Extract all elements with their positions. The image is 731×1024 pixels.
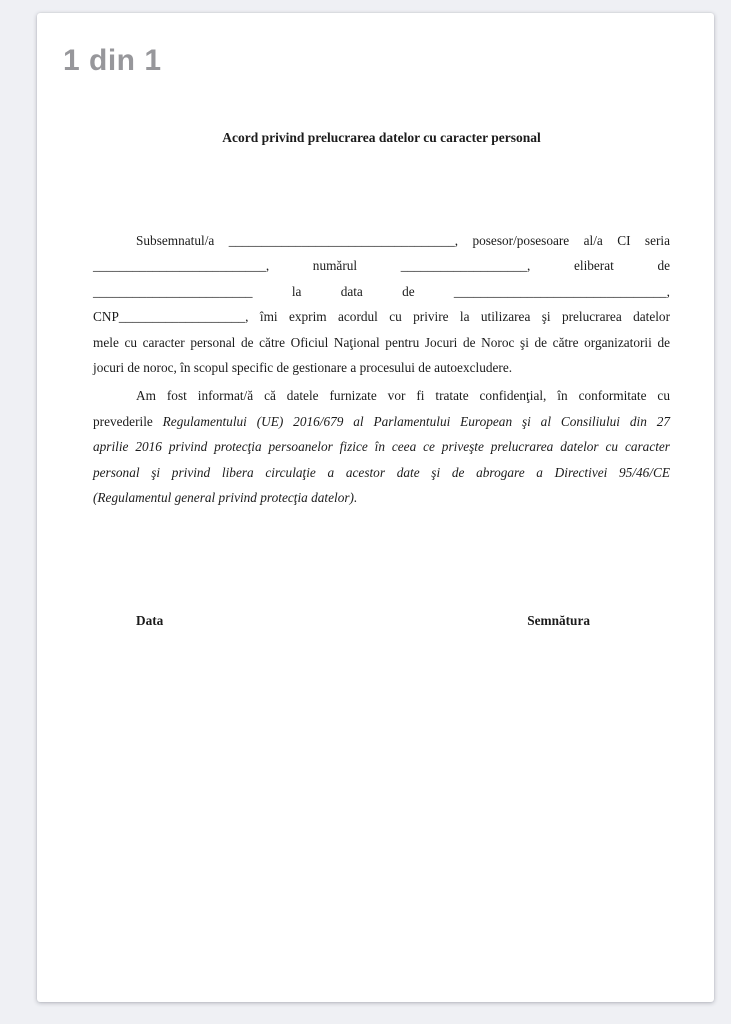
- document-line: [93, 355, 670, 380]
- paragraph: [93, 228, 670, 380]
- page-indicator: 1 din 1: [63, 44, 162, 77]
- document-line: [93, 434, 670, 459]
- text-segment: mele cu caracter personal de către Oficiul Naţional pentru Jocuri de Noroc şi de către organizatorii de: [93, 334, 670, 350]
- text-segment: __________________________, numărul ___________________, eliberat de: [93, 258, 670, 274]
- document-content: [93, 125, 670, 634]
- text-segment: CNP___________________, îmi exprim acordul cu privire la utilizarea şi prelucrarea datelor: [93, 309, 670, 325]
- text-segment: prevederile: [93, 413, 163, 429]
- document-line: [93, 330, 670, 355]
- document-line: [93, 460, 670, 485]
- document-line: [93, 253, 670, 278]
- document-line: [93, 383, 670, 408]
- document-page: [37, 13, 714, 1002]
- document-line: [93, 228, 670, 253]
- document-title: Acord privind prelucrarea datelor cu caracter personal: [222, 130, 541, 145]
- text-segment: Am fost informat/ă că datele furnizate vor fi tratate confidenţial, în conformitate cu: [136, 388, 670, 404]
- signature-label: Semnătura: [527, 613, 590, 629]
- paragraph: [93, 383, 670, 510]
- italic-text-segment: Regulamentului (UE) 2016/679 al Parlamentului European şi al Consiliului din 27: [162, 413, 670, 429]
- text-segment: ________________________ la data de ________________________________,: [93, 283, 670, 299]
- document-line: [93, 409, 670, 434]
- document-line: [93, 304, 670, 329]
- document-line: [93, 485, 670, 510]
- text-segment: jocuri de noroc, în scopul specific de gestionare a procesului de autoexcludere.: [93, 360, 513, 376]
- document-line: [93, 279, 670, 304]
- italic-text-segment: aprilie 2016 privind protecţia persoanelor fizice în ceea ce priveşte prelucrarea datelor cu caracter: [93, 439, 670, 455]
- text-segment: Subsemnatul/a __________________________________, posesor/posesoare al/a CI seria: [136, 233, 670, 248]
- date-label: Data: [136, 613, 164, 629]
- italic-text-segment: personal şi privind libera circulaţie a acestor date şi de abrogare a Directivei 95/46/CE: [93, 464, 670, 480]
- italic-text-segment: (Regulamentul general privind protecţia datelor).: [93, 490, 358, 506]
- document-body: [93, 228, 670, 510]
- signature-row: [93, 608, 670, 633]
